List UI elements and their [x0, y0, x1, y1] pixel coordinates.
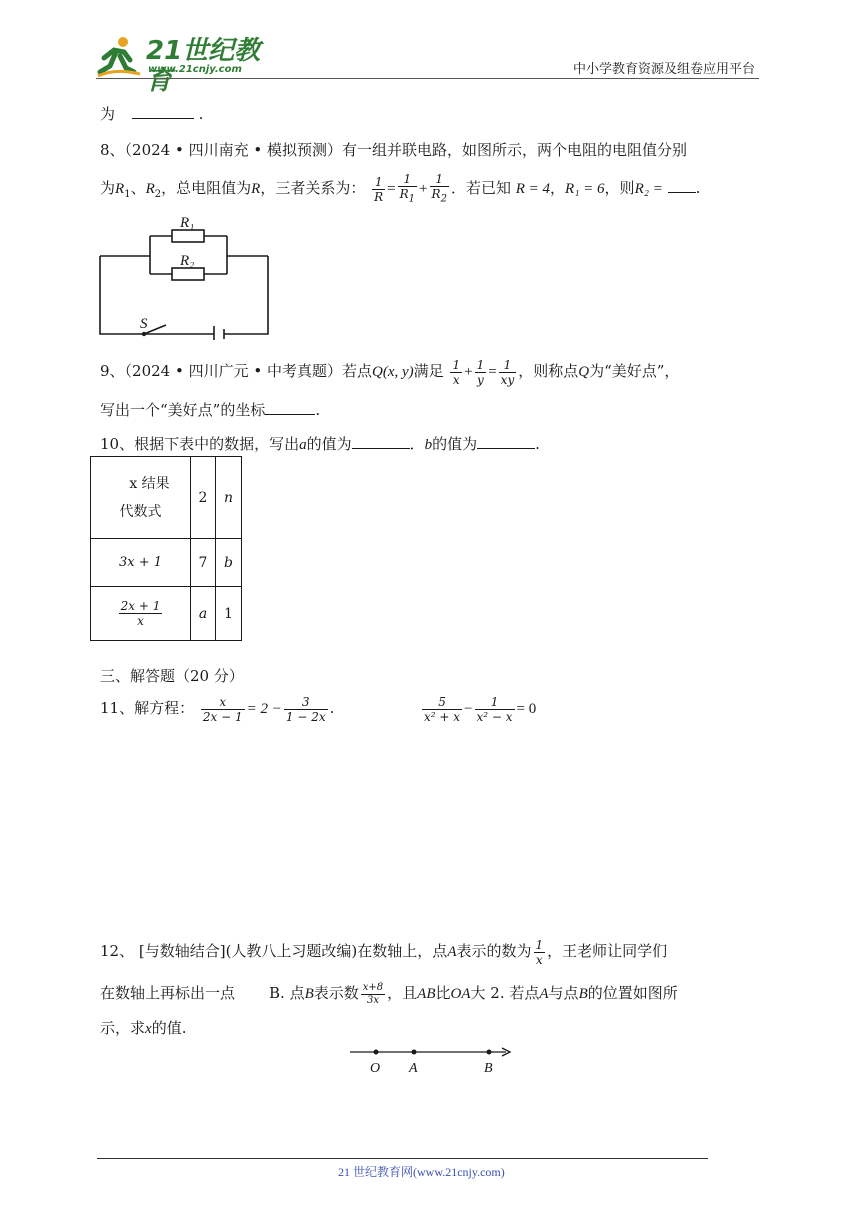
q9-frac-1y: $\frac{1}{y}$	[476, 357, 485, 387]
q10-table	[90, 456, 242, 641]
table-header-top: x 结果	[129, 475, 170, 492]
q8-answer-blank[interactable]	[668, 178, 696, 193]
table-header-diagonal-cell	[91, 457, 191, 539]
q12-line2: 在数轴上再标出一点 B. 点B表示数 $\frac{x+8}{3x}$ ，且AB比OA大 2. 若点A与点B的位置如图所	[100, 981, 678, 1006]
table-col-header: 2	[191, 457, 216, 539]
q7-answer-blank[interactable]	[132, 104, 194, 119]
q8-line1: 8、（2024 • 四川南充 • 模拟预测）有一组并联电路，如图所示，两个电阻的电阻值分别	[100, 141, 688, 159]
circuit-label-r1: R₁	[180, 215, 195, 231]
header-rule	[96, 78, 759, 79]
table-cell: b	[216, 539, 242, 587]
number-line-diagram	[346, 1042, 516, 1076]
q9-line1: 9、（2024 • 四川广元 • 中考真题）若点Q(x, y)满足 $\frac{1}{x}$ + $\frac{1}{y}$ = $\frac{1}{xy}$ ，则称点Q为“美好点”，	[100, 357, 680, 387]
q9-answer-blank[interactable]	[265, 400, 315, 415]
section-title: 三、解答题（20 分）	[100, 667, 244, 685]
axis-label-a: A	[409, 1061, 418, 1076]
axis-label-o: O	[370, 1061, 381, 1076]
q8-eq-frac-r1: $\frac{1}{R_1}$	[399, 172, 416, 205]
q10-a-blank[interactable]	[352, 434, 410, 449]
q10-line: 10、根据下表中的数据，写出a的值为 ．b的值为 .	[100, 435, 540, 453]
parallel-circuit-diagram	[96, 212, 272, 340]
table-row-expr: 3x + 1	[91, 539, 191, 587]
q9-frac-1xy: $\frac{1}{xy}$	[500, 357, 515, 387]
point-o	[374, 1050, 379, 1055]
q8-eq-frac-r: $\frac{1}{R}$	[374, 174, 384, 204]
table-row-expr-frac: $\frac{2x + 1}{x}$	[91, 587, 191, 641]
q12-line3: 示，求x的值.	[100, 1019, 187, 1037]
q10-b-blank[interactable]	[477, 434, 535, 449]
table-header-bottom: 代数式	[119, 503, 162, 520]
table-cell: a	[191, 587, 216, 641]
table-col-header: n	[216, 457, 242, 539]
logo-url: www.21cnjy.com	[148, 64, 242, 75]
q12-line1: 12、 [与数轴结合](人教八上习题改编)在数轴上，点A表示的数为 $\frac{1}{x}$ ，王老师让同学们	[100, 937, 668, 967]
q7-tail: 为 .	[100, 105, 204, 123]
q8-line2: 为$R_1$、$R_2$，总电阻值为R，三者关系为： $\frac{1}{R}$ = $\frac{1}{R_1}$ + $\frac{1}{R_2}$ ．若已知 R = 4，R₁ = 6，则R₂ = .	[100, 172, 701, 205]
footer-link[interactable]: 21 世纪教育网(www.21cnjy.com)	[338, 1165, 505, 1179]
table-cell: 1	[216, 587, 242, 641]
switch-contact-dot	[142, 332, 146, 336]
circuit-label-r2: R₂	[180, 253, 195, 269]
logo	[96, 36, 266, 96]
point-a	[412, 1050, 417, 1055]
q8-eq-frac-r2: $\frac{1}{R_2}$	[431, 172, 447, 205]
table-cell: 7	[191, 539, 216, 587]
q9-frac-1x: $\frac{1}{x}$	[452, 357, 461, 387]
axis-label-b: B	[484, 1061, 493, 1076]
header-tagline: 中小学教育资源及组卷应用平台	[573, 62, 756, 77]
footer-rule	[97, 1158, 708, 1159]
q11-eq2: $\frac{5}{\text{x² + x}}$ − $\frac{1}{\text{x² − x}}$ = 0	[424, 694, 537, 724]
q9-line2: 写出一个“美好点”的坐标 .	[100, 401, 321, 419]
point-b	[487, 1050, 492, 1055]
logo-text: 21世纪教育	[146, 36, 261, 96]
q11-line: 11、解方程： $\frac{x}{2x - 1}$ = 2 − $\frac{3}{1 - 2x}$ .	[100, 694, 335, 724]
circuit-label-s: S	[140, 316, 148, 332]
